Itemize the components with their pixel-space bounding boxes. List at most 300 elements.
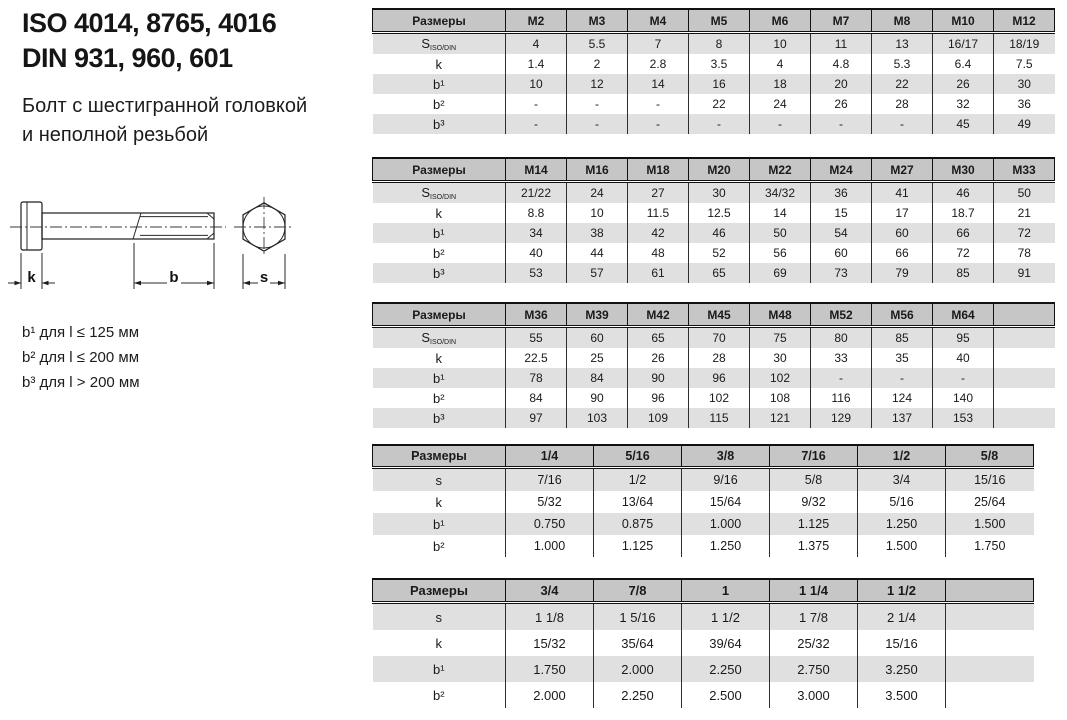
table-row: [373, 94, 1055, 114]
dim-label-s: s: [259, 269, 269, 286]
cell: 1.750: [946, 535, 1034, 557]
cell: 65: [689, 263, 750, 283]
cell: 2.250: [594, 682, 682, 708]
cell: 24: [567, 182, 628, 204]
bolt-side-view: [8, 202, 226, 289]
cell: 109: [628, 408, 689, 428]
cell: 40: [506, 243, 567, 263]
table-row: [373, 682, 1034, 708]
cell: 4: [506, 33, 567, 55]
cell: 26: [628, 348, 689, 368]
metric-table-m14-m33: [372, 157, 1055, 283]
cell: 70: [689, 327, 750, 349]
title-line-1: ISO 4014, 8765, 4016: [22, 8, 277, 38]
column-header: M5: [689, 9, 750, 33]
cell: 30: [689, 182, 750, 204]
cell: 26: [933, 74, 994, 94]
cell: 61: [628, 263, 689, 283]
column-header: 7/8: [594, 579, 682, 603]
column-header: 1/4: [506, 445, 594, 468]
cell: 28: [689, 348, 750, 368]
cell: 1/2: [594, 468, 682, 492]
cell: 96: [689, 368, 750, 388]
table-row: [373, 368, 1055, 388]
metric-table-m36-m64: [372, 302, 1055, 428]
cell: 5.5: [567, 33, 628, 55]
column-header: M20: [689, 158, 750, 182]
cell: 102: [689, 388, 750, 408]
cell: 8: [689, 33, 750, 55]
column-header: M27: [872, 158, 933, 182]
cell: 65: [628, 327, 689, 349]
cell: 73: [811, 263, 872, 283]
column-header: M24: [811, 158, 872, 182]
table-row: [373, 182, 1055, 204]
header-row: [373, 303, 1055, 327]
cell: 36: [994, 94, 1055, 114]
cell: 137: [872, 408, 933, 428]
cell: 22: [689, 94, 750, 114]
cell: 2 1/4: [858, 603, 946, 631]
cell: 0.875: [594, 513, 682, 535]
cell: 34/32: [750, 182, 811, 204]
cell: 10: [506, 74, 567, 94]
cell: 1.4: [506, 54, 567, 74]
cell: 52: [689, 243, 750, 263]
cell: 2.750: [770, 656, 858, 682]
row-label: k: [373, 348, 506, 368]
cell: -: [750, 114, 811, 134]
cell: 1.000: [682, 513, 770, 535]
cell: -: [872, 114, 933, 134]
bolt-technical-drawing: [2, 185, 322, 320]
table-row: [373, 33, 1055, 55]
column-header: M36: [506, 303, 567, 327]
cell: 95: [933, 327, 994, 349]
note-b1: b¹ для l ≤ 125 мм: [22, 324, 140, 341]
cell: [994, 348, 1055, 368]
column-header: 3/4: [506, 579, 594, 603]
header-row: [373, 9, 1055, 33]
cell: 54: [811, 223, 872, 243]
bolt-end-view: [234, 197, 294, 289]
cell: 26: [811, 94, 872, 114]
cell: 6.4: [933, 54, 994, 74]
cell: 1.750: [506, 656, 594, 682]
cell: 0.750: [506, 513, 594, 535]
cell: [946, 682, 1034, 708]
cell: 15/32: [506, 630, 594, 656]
row-label: b²: [373, 682, 506, 708]
column-header: M18: [628, 158, 689, 182]
row-label: b¹: [373, 223, 506, 243]
cell: 66: [872, 243, 933, 263]
cell: 28: [872, 94, 933, 114]
cell: 66: [933, 223, 994, 243]
inch-table-3-4-to-1-5: [372, 578, 1034, 708]
cell: -: [506, 94, 567, 114]
table-row: [373, 263, 1055, 283]
cell: 78: [506, 368, 567, 388]
cell: 115: [689, 408, 750, 428]
cell: 1.250: [682, 535, 770, 557]
row-label: b¹: [373, 74, 506, 94]
cell: 9/16: [682, 468, 770, 492]
cell: 7: [628, 33, 689, 55]
cell: 53: [506, 263, 567, 283]
table-row: [373, 535, 1034, 557]
cell: 21/22: [506, 182, 567, 204]
column-header: 5/8: [946, 445, 1034, 468]
corner-header: Размеры: [373, 158, 506, 182]
cell: -: [933, 368, 994, 388]
cell: -: [811, 114, 872, 134]
cell: [946, 656, 1034, 682]
cell: 25: [567, 348, 628, 368]
cell: 18.7: [933, 203, 994, 223]
column-header: M8: [872, 9, 933, 33]
cell: 60: [872, 223, 933, 243]
cell: 15: [811, 203, 872, 223]
row-label: b¹: [373, 368, 506, 388]
corner-header: Размеры: [373, 303, 506, 327]
cell: 46: [689, 223, 750, 243]
row-label: k: [373, 630, 506, 656]
subtitle-line-1: Болт с шестигранной головкой: [22, 95, 308, 117]
cell: 2.500: [682, 682, 770, 708]
cell: 84: [567, 368, 628, 388]
row-label: b¹: [373, 656, 506, 682]
cell: 50: [994, 182, 1055, 204]
cell: 72: [994, 223, 1055, 243]
cell: 10: [750, 33, 811, 55]
note-b2: b² для l ≤ 200 мм: [22, 349, 140, 366]
cell: 56: [750, 243, 811, 263]
cell: 129: [811, 408, 872, 428]
column-header: [946, 579, 1034, 603]
cell: 5/16: [858, 491, 946, 513]
table-row: [373, 656, 1034, 682]
table-row: [373, 114, 1055, 134]
dim-label-k: k: [27, 269, 36, 286]
cell: 1 5/16: [594, 603, 682, 631]
cell: 1.500: [946, 513, 1034, 535]
column-header: M2: [506, 9, 567, 33]
cell: -: [872, 368, 933, 388]
cell: 5/32: [506, 491, 594, 513]
cell: 49: [994, 114, 1055, 134]
row-label: s: [373, 603, 506, 631]
cell: -: [567, 94, 628, 114]
cell: 3/4: [858, 468, 946, 492]
cell: 32: [933, 94, 994, 114]
cell: 97: [506, 408, 567, 428]
cell: 55: [506, 327, 567, 349]
dimension-table: [372, 444, 1034, 557]
cell: 46: [933, 182, 994, 204]
cell: -: [628, 114, 689, 134]
row-label: k: [373, 54, 506, 74]
cell: 13/64: [594, 491, 682, 513]
table-row: [373, 327, 1055, 349]
cell: 153: [933, 408, 994, 428]
subtitle-line-2: и неполной резьбой: [22, 124, 209, 146]
table-row: [373, 203, 1055, 223]
corner-header: Размеры: [373, 445, 506, 468]
column-header: 1 1/2: [858, 579, 946, 603]
cell: 7.5: [994, 54, 1055, 74]
cell: 16: [689, 74, 750, 94]
table-row: [373, 630, 1034, 656]
page-title: [22, 6, 276, 76]
row-label: k: [373, 203, 506, 223]
thread-length-notes: [22, 320, 140, 395]
metric-table-m2-m12: [372, 8, 1055, 134]
inch-table-quarter-to-5-8: [372, 444, 1034, 557]
dimension-table: [372, 157, 1055, 283]
cell: 12: [567, 74, 628, 94]
column-header: M64: [933, 303, 994, 327]
cell: 96: [628, 388, 689, 408]
cell: 14: [750, 203, 811, 223]
table-row: [373, 491, 1034, 513]
column-header: M22: [750, 158, 811, 182]
cell: 41: [872, 182, 933, 204]
cell: 72: [933, 243, 994, 263]
cell: 34: [506, 223, 567, 243]
cell: 4: [750, 54, 811, 74]
cell: 1 1/8: [506, 603, 594, 631]
cell: 1.375: [770, 535, 858, 557]
cell: 42: [628, 223, 689, 243]
cell: 15/16: [946, 468, 1034, 492]
cell: 25/32: [770, 630, 858, 656]
cell: 11.5: [628, 203, 689, 223]
row-label: b²: [373, 388, 506, 408]
cell: 79: [872, 263, 933, 283]
cell: 2.000: [594, 656, 682, 682]
row-label: b³: [373, 263, 506, 283]
cell: 1 7/8: [770, 603, 858, 631]
column-header: M4: [628, 9, 689, 33]
cell: 91: [994, 263, 1055, 283]
corner-header: Размеры: [373, 9, 506, 33]
cell: 121: [750, 408, 811, 428]
cell: 85: [933, 263, 994, 283]
column-header: M42: [628, 303, 689, 327]
table-row: [373, 54, 1055, 74]
cell: 5/8: [770, 468, 858, 492]
cell: 1 1/2: [682, 603, 770, 631]
cell: 3.000: [770, 682, 858, 708]
cell: 48: [628, 243, 689, 263]
column-header: M3: [567, 9, 628, 33]
row-label: k: [373, 491, 506, 513]
cell: 30: [994, 74, 1055, 94]
header-row: [373, 579, 1034, 603]
column-header: M48: [750, 303, 811, 327]
cell: 60: [811, 243, 872, 263]
column-header: M16: [567, 158, 628, 182]
column-header: 7/16: [770, 445, 858, 468]
cell: 17: [872, 203, 933, 223]
table-row: [373, 408, 1055, 428]
cell: 1.125: [594, 535, 682, 557]
cell: -: [506, 114, 567, 134]
cell: 30: [750, 348, 811, 368]
cell: 15/16: [858, 630, 946, 656]
cell: 24: [750, 94, 811, 114]
table-row: [373, 74, 1055, 94]
cell: 36: [811, 182, 872, 204]
note-b3: b³ для l > 200 мм: [22, 374, 140, 391]
row-label: b³: [373, 114, 506, 134]
subtitle: [22, 92, 307, 150]
row-label: b²: [373, 535, 506, 557]
cell: 140: [933, 388, 994, 408]
column-header: M56: [872, 303, 933, 327]
cell: 2.8: [628, 54, 689, 74]
row-label: $S_{ISO/DIN}$: [373, 327, 506, 349]
cell: 90: [628, 368, 689, 388]
row-label: $S_{ISO/DIN}$: [373, 33, 506, 55]
column-header: 1: [682, 579, 770, 603]
cell: 75: [750, 327, 811, 349]
cell: 12.5: [689, 203, 750, 223]
title-line-2: DIN 931, 960, 601: [22, 43, 233, 73]
column-header: M39: [567, 303, 628, 327]
dimension-table: [372, 302, 1055, 428]
cell: 38: [567, 223, 628, 243]
cell: 15/64: [682, 491, 770, 513]
cell: 18/19: [994, 33, 1055, 55]
dim-label-b: b: [169, 269, 179, 286]
cell: 18: [750, 74, 811, 94]
cell: [994, 368, 1055, 388]
cell: 33: [811, 348, 872, 368]
cell: 103: [567, 408, 628, 428]
cell: [994, 408, 1055, 428]
cell: 124: [872, 388, 933, 408]
cell: 80: [811, 327, 872, 349]
cell: 2.250: [682, 656, 770, 682]
cell: -: [811, 368, 872, 388]
cell: 90: [567, 388, 628, 408]
cell: 5.3: [872, 54, 933, 74]
cell: 20: [811, 74, 872, 94]
column-header: M7: [811, 9, 872, 33]
header-row: [373, 445, 1034, 468]
cell: 78: [994, 243, 1055, 263]
cell: 57: [567, 263, 628, 283]
cell: 22.5: [506, 348, 567, 368]
column-header: 3/8: [682, 445, 770, 468]
cell: 84: [506, 388, 567, 408]
table-row: [373, 243, 1055, 263]
cell: 108: [750, 388, 811, 408]
cell: -: [567, 114, 628, 134]
row-label: b²: [373, 243, 506, 263]
cell: 4.8: [811, 54, 872, 74]
cell: 39/64: [682, 630, 770, 656]
cell: 10: [567, 203, 628, 223]
cell: 85: [872, 327, 933, 349]
column-header: [994, 303, 1055, 327]
cell: 16/17: [933, 33, 994, 55]
table-row: [373, 513, 1034, 535]
header-row: [373, 158, 1055, 182]
cell: 27: [628, 182, 689, 204]
column-header: M6: [750, 9, 811, 33]
table-row: [373, 603, 1034, 631]
column-header: 1 1/4: [770, 579, 858, 603]
cell: 44: [567, 243, 628, 263]
column-header: M45: [689, 303, 750, 327]
cell: -: [628, 94, 689, 114]
column-header: M33: [994, 158, 1055, 182]
cell: 69: [750, 263, 811, 283]
cell: 2.000: [506, 682, 594, 708]
row-label: b¹: [373, 513, 506, 535]
cell: 35: [872, 348, 933, 368]
cell: 3.5: [689, 54, 750, 74]
column-header: M52: [811, 303, 872, 327]
cell: 1.000: [506, 535, 594, 557]
cell: 22: [872, 74, 933, 94]
table-row: [373, 388, 1055, 408]
cell: [946, 603, 1034, 631]
corner-header: Размеры: [373, 579, 506, 603]
row-label: $S_{ISO/DIN}$: [373, 182, 506, 204]
table-row: [373, 223, 1055, 243]
cell: 3.250: [858, 656, 946, 682]
dimension-table: [372, 578, 1034, 708]
row-label: b²: [373, 94, 506, 114]
cell: 14: [628, 74, 689, 94]
cell: 50: [750, 223, 811, 243]
cell: 7/16: [506, 468, 594, 492]
cell: 8.8: [506, 203, 567, 223]
column-header: 1/2: [858, 445, 946, 468]
cell: 11: [811, 33, 872, 55]
column-header: M30: [933, 158, 994, 182]
row-label: b³: [373, 408, 506, 428]
cell: 102: [750, 368, 811, 388]
row-label: s: [373, 468, 506, 492]
cell: -: [689, 114, 750, 134]
cell: 40: [933, 348, 994, 368]
cell: 1.125: [770, 513, 858, 535]
cell: 9/32: [770, 491, 858, 513]
cell: 21: [994, 203, 1055, 223]
cell: 60: [567, 327, 628, 349]
table-row: [373, 468, 1034, 492]
column-header: M14: [506, 158, 567, 182]
cell: [994, 327, 1055, 349]
cell: [994, 388, 1055, 408]
cell: 3.500: [858, 682, 946, 708]
cell: 1.500: [858, 535, 946, 557]
cell: 13: [872, 33, 933, 55]
cell: 116: [811, 388, 872, 408]
column-header: 5/16: [594, 445, 682, 468]
cell: 25/64: [946, 491, 1034, 513]
table-row: [373, 348, 1055, 368]
cell: 2: [567, 54, 628, 74]
column-header: M12: [994, 9, 1055, 33]
dimension-table: [372, 8, 1055, 134]
cell: 45: [933, 114, 994, 134]
